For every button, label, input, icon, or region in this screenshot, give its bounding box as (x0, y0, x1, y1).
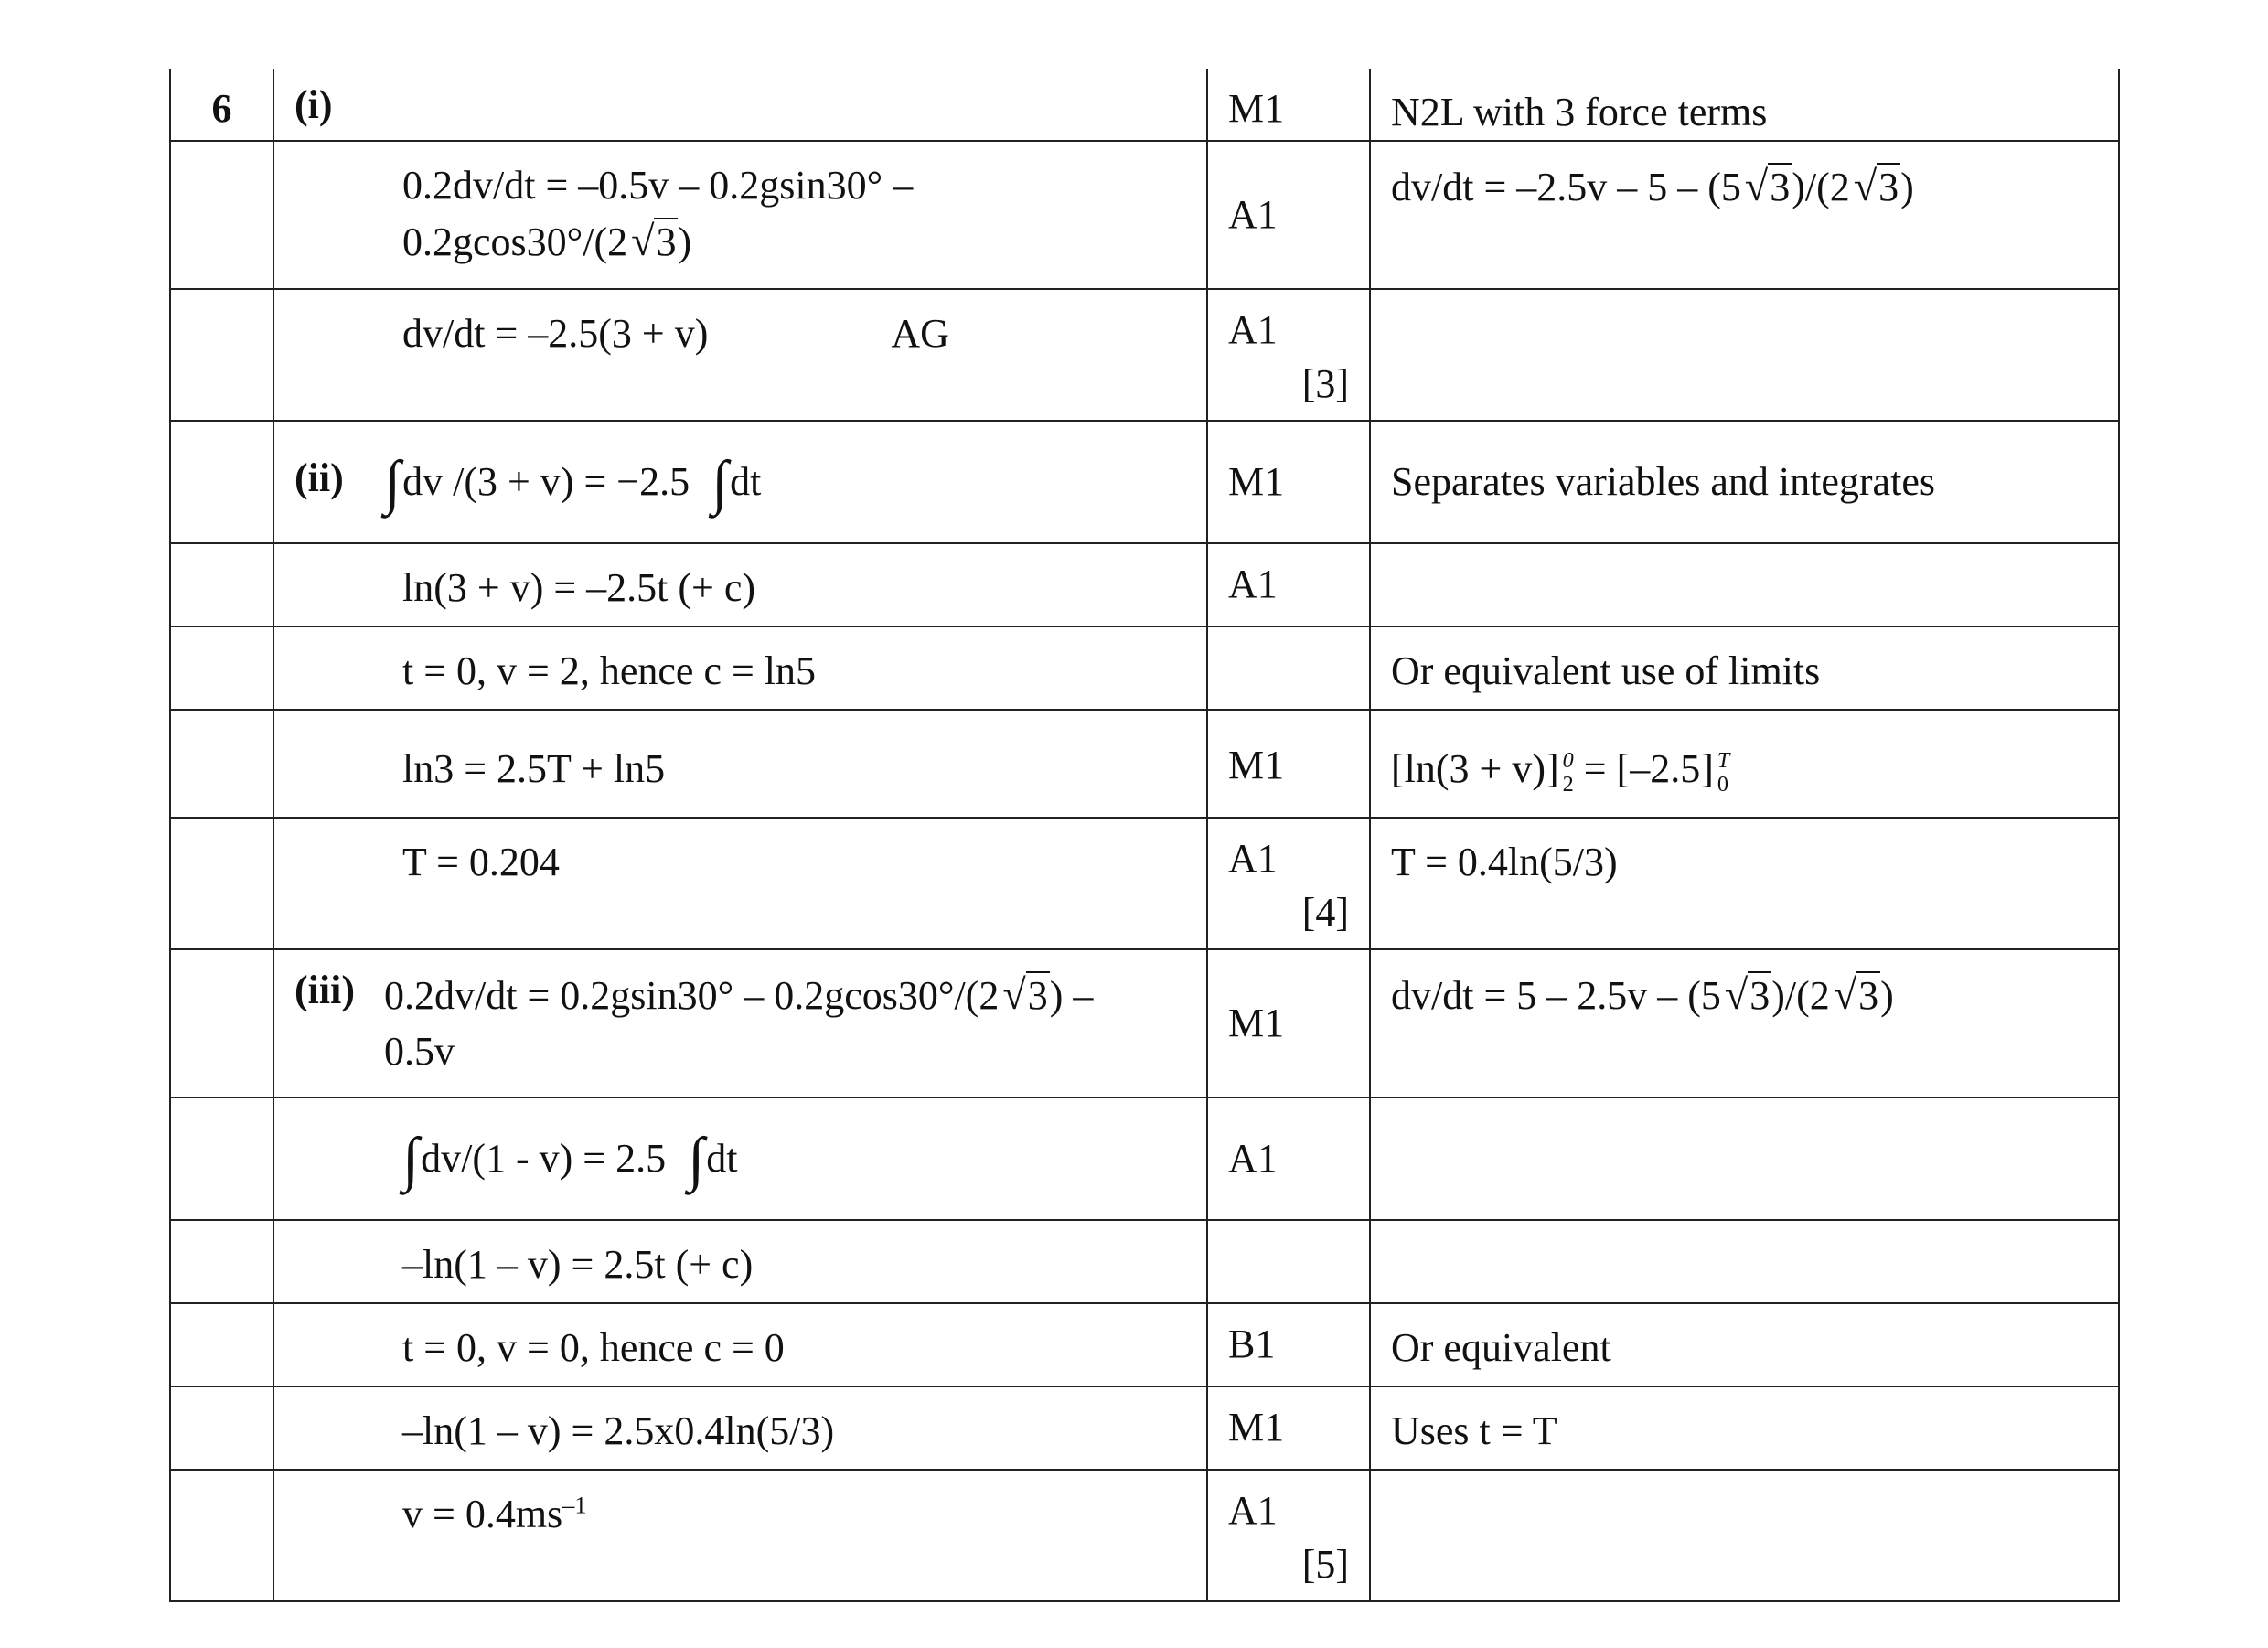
sqrt-symbol: √3 (1833, 970, 1879, 1018)
mark-scheme-table (169, 69, 2120, 1602)
answer-text: –ln(1 – v) = 2.5x0.4ln(5/3) (402, 1407, 835, 1453)
guidance-cell: Or equivalent (1370, 1303, 2119, 1386)
mark-code: M1 (1228, 1404, 1285, 1450)
mark-total: [4] (1301, 889, 1349, 935)
mark-code: A1 (1228, 1487, 1278, 1533)
answer-text: T = 0.204 (402, 839, 560, 884)
answer-cell (273, 289, 1207, 421)
mark-cell (1207, 626, 1370, 710)
integral-symbol: ∫ (688, 1125, 705, 1193)
sqrt-symbol: √3 (1002, 970, 1048, 1018)
answer-text: dv/dt = –2.5(3 + v) (402, 310, 709, 356)
answer-line: 0.2dv/dt = 0.2gsin30° – 0.2gcos30°/(2 (384, 972, 1000, 1018)
answer-cell (273, 543, 1207, 626)
answer-cell (273, 1470, 1207, 1601)
mark-code: M1 (1228, 742, 1285, 787)
table-row (170, 1097, 2119, 1220)
question-cell (170, 1470, 273, 1601)
mark-cell (1207, 1386, 1370, 1470)
guidance-cell (1370, 1470, 2119, 1601)
mark-cell (1207, 1303, 1370, 1386)
question-cell (170, 141, 273, 289)
table-row (170, 289, 2119, 421)
question-cell (170, 626, 273, 710)
question-cell (170, 421, 273, 543)
table-row (170, 421, 2119, 543)
mark-cell (1207, 69, 1370, 141)
answer-cell (273, 1303, 1207, 1386)
answer-cell: (ii) ∫dv /(3 + v) = −2.5 ∫dt (273, 421, 1207, 543)
part-label: (iii) (294, 967, 355, 1012)
answer-cell (273, 69, 1207, 141)
part-label: (ii) (294, 455, 344, 500)
answer-text: t = 0, v = 0, hence c = 0 (402, 1324, 785, 1370)
guidance-cell (1370, 1220, 2119, 1303)
answer-line: 0.5v (384, 1028, 455, 1074)
question-cell (170, 818, 273, 949)
table-row (170, 1470, 2119, 1601)
table-row (170, 1220, 2119, 1303)
mark-code: A1 (1228, 835, 1278, 881)
answer-cell: (iii) 0.2dv/dt = 0.2gsin30° – 0.2gcos30°/(2√3) – 0.5v (273, 949, 1207, 1097)
table-row (170, 141, 2119, 289)
mark-code: A1 (1228, 306, 1278, 352)
mark-cell (1207, 289, 1370, 421)
question-cell (170, 949, 273, 1097)
question-cell (170, 1220, 273, 1303)
guidance-cell (1370, 289, 2119, 421)
mark-code: A1 (1228, 561, 1278, 606)
question-cell (170, 1386, 273, 1470)
answer-line: 0.2dv/dt = –0.5v – 0.2gsin30° – (402, 162, 914, 208)
limits: 0 2 (1562, 748, 1574, 797)
sqrt-symbol: √3 (1853, 162, 1899, 209)
answer-cell (273, 1220, 1207, 1303)
answer-cell: ∫dv/(1 - v) = 2.5 ∫dt (273, 1097, 1207, 1220)
question-cell (170, 710, 273, 818)
mark-code: A1 (1228, 192, 1278, 238)
answer-text: –ln(1 – v) = 2.5t (+ c) (402, 1241, 754, 1287)
guidance-cell: Or equivalent use of limits (1370, 626, 2119, 710)
mark-cell (1207, 1220, 1370, 1303)
mark-code: B1 (1228, 1321, 1276, 1366)
table-row (170, 710, 2119, 818)
answer-text: ln3 = 2.5T + ln5 (402, 745, 666, 791)
question-cell (170, 1097, 273, 1220)
guidance-cell: Separates variables and integrates (1370, 421, 2119, 543)
answer-cell (273, 818, 1207, 949)
mark-code: M1 (1228, 86, 1285, 131)
part-label: (i) (294, 82, 333, 127)
table-row (170, 626, 2119, 710)
mark-code: M1 (1228, 459, 1285, 505)
guidance-cell: [ln(3 + v)] 0 2 = [–2.5] T 0 (1370, 710, 2119, 818)
question-cell (170, 289, 273, 421)
guidance-cell: T = 0.4ln(5/3) (1370, 818, 2119, 949)
guidance-cell: Uses t = T (1370, 1386, 2119, 1470)
table-row (170, 818, 2119, 949)
mark-code: M1 (1228, 1001, 1285, 1046)
answer-text: dv /(3 + v) = −2.5 (402, 458, 690, 504)
mark-cell (1207, 710, 1370, 818)
mark-code: A1 (1228, 1136, 1278, 1182)
mark-cell (1207, 543, 1370, 626)
mark-cell (1207, 818, 1370, 949)
guidance-cell: dv/dt = 5 – 2.5v – (5√3)/(2√3) (1370, 949, 2119, 1097)
mark-cell (1207, 421, 1370, 543)
table-row (170, 1303, 2119, 1386)
question-cell (170, 543, 273, 626)
answer-text: dv/(1 - v) = 2.5 (421, 1135, 667, 1181)
table-row (170, 949, 2119, 1097)
mark-cell (1207, 1097, 1370, 1220)
guidance-cell: N2L with 3 force terms (1370, 69, 2119, 141)
answer-line: 0.2gcos30°/(2 (402, 219, 628, 264)
mark-total: [5] (1301, 1541, 1349, 1587)
integral-symbol: ∫ (402, 1125, 420, 1193)
table-row (170, 69, 2119, 141)
guidance-cell (1370, 543, 2119, 626)
sqrt-symbol: √3 (1724, 970, 1771, 1018)
answer-text: v = 0.4ms (402, 1491, 563, 1536)
table-row (170, 1386, 2119, 1470)
sqrt-symbol: √3 (1744, 162, 1791, 209)
answer-cell (273, 710, 1207, 818)
answer-cell (273, 1386, 1207, 1470)
exponent: –1 (562, 1491, 587, 1519)
integral-symbol: ∫ (711, 448, 729, 516)
mark-cell (1207, 1470, 1370, 1601)
answer-cell (273, 626, 1207, 710)
mark-cell (1207, 141, 1370, 289)
answer-given-tag: AG (891, 310, 949, 356)
table-row (170, 543, 2119, 626)
answer-text: ln(3 + v) = –2.5t (+ c) (402, 564, 756, 610)
limits: T 0 (1717, 748, 1730, 797)
question-cell (170, 1303, 273, 1386)
guidance-cell (1370, 1097, 2119, 1220)
answer-text: t = 0, v = 2, hence c = ln5 (402, 647, 817, 693)
question-number: 6 (170, 69, 273, 141)
integral-symbol: ∫ (384, 448, 401, 516)
guidance-cell: dv/dt = –2.5v – 5 – (5√3)/(2√3) (1370, 141, 2119, 289)
mark-total: [3] (1301, 360, 1349, 406)
answer-cell: 0.2dv/dt = –0.5v – 0.2gsin30° – 0.2gcos30°/(2√3) (273, 141, 1207, 289)
mark-cell (1207, 949, 1370, 1097)
sqrt-symbol: √3 (631, 217, 677, 264)
